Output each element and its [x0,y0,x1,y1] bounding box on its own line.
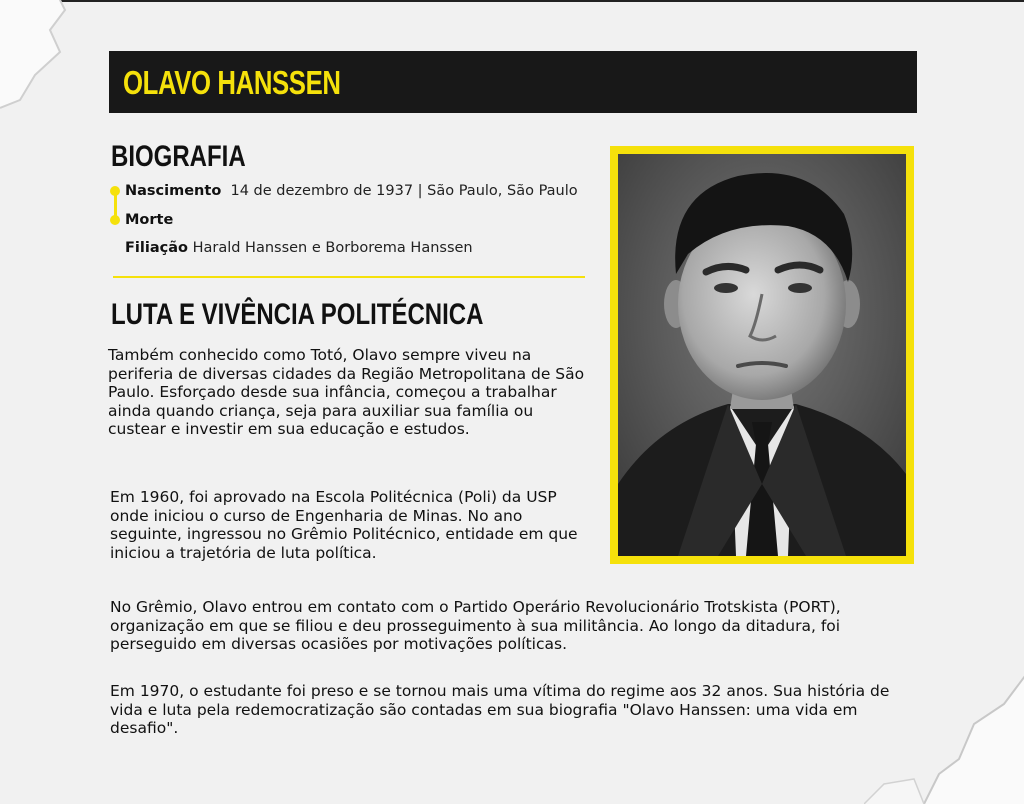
portrait-photo [618,154,906,556]
nascimento-row [125,183,578,199]
paragraph: Em 1960, foi aprovado na Escola Politécnica (Poli) da USP onde iniciou o curso de Engenharia de Minas. No ano seguinte, ingressou no Grêmio Politécnico, entidade em que iniciou a trajetória de luta política. [110,488,578,562]
nascimento-value: 14 de dezembro de 1937 | São Paulo, São Paulo [230,183,578,199]
section-divider [113,276,585,278]
portrait-frame [610,146,914,564]
timeline-dot [110,186,120,196]
page-title: OLAVO HANSSEN [123,64,341,101]
nascimento-label: Nascimento [125,183,222,199]
biografia-heading: BIOGRAFIA [111,140,246,173]
morte-row [125,212,173,228]
paragraph: No Grêmio, Olavo entrou em contato com o Partido Operário Revolucionário Trotskista (PORT), organização em que se filiou e deu prosseguimento à sua militância. Ao longo da ditadura, foi perseguido em diversas ocasiões por motivações políticas. [110,598,841,653]
portrait-illustration [618,154,906,556]
luta-heading: LUTA E VIVÊNCIA POLITÉCNICA [111,298,484,331]
torn-paper-decoration [0,0,100,120]
filiacao-row [125,240,473,256]
filiacao-value: Harald Hanssen e Borborema Hanssen [192,240,473,256]
title-bar [109,51,917,113]
paragraph: Também conhecido como Totó, Olavo sempre viveu na periferia de diversas cidades da Região Metropolitana de São Paulo. Esforçado desde sua infância, começou a trabalhar ainda quando criança, seja para auxiliar sua família ou custear e investir em sua educação e estudos. [108,346,585,438]
top-rule [0,0,1024,2]
paragraph: Em 1970, o estudante foi preso e se tornou mais uma vítima do regime aos 32 anos. Sua história de vida e luta pela redemocratização são contadas em sua biografia "Olavo Hanssen: uma vida em desafio". [110,682,890,737]
timeline-dot [110,215,120,225]
morte-label: Morte [125,212,174,228]
filiacao-label: Filiação [125,240,188,256]
